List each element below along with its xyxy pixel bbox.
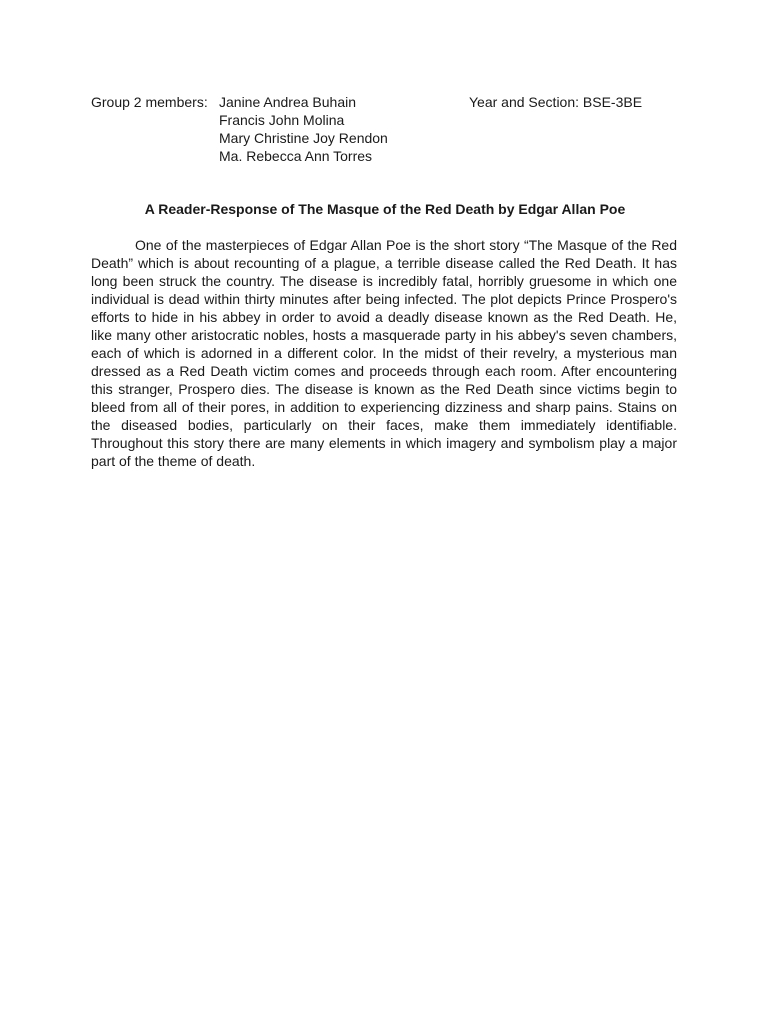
members-list bbox=[219, 93, 388, 165]
document-title: A Reader-Response of The Masque of the Red Death by Edgar Allan Poe bbox=[144, 201, 626, 217]
member-name: Janine Andrea Buhain bbox=[219, 94, 356, 110]
member-name: Ma. Rebecca Ann Torres bbox=[219, 148, 373, 164]
members-label: Group 2 members: bbox=[91, 94, 208, 110]
member-name: Francis John Molina bbox=[219, 112, 345, 128]
member-name: Mary Christine Joy Rendon bbox=[219, 130, 388, 146]
year-section: Year and Section: BSE-3BE bbox=[469, 94, 643, 110]
body-paragraph: One of the masterpieces of Edgar Allan Poe is the short story “The Masque of the Red Death” which is about recounting of a plague, a terrible disease called the Red Death. It has long been struck the country. The disease is incredibly fatal, horribly gruesome in which one individual is dead within thirty minutes after being infected. The plot depicts Prince Prospero's efforts to hide in his abbey in order to avoid a deadly disease known as the Red Death. He, like many other aristocratic nobles, hosts a masquerade party in his abbey's seven chambers, each of which is adorned in a different color. In the midst of their revelry, a mysterious man dressed as a Red Death victim comes and proceeds through each room. After encountering this stranger, Prospero dies. The disease is known as the Red Death since victims begin to bleed from all of their pores, in addition to experiencing dizziness and sharp pains. Stains on the diseased bodies, particularly on their faces, make them immediately identifiable. Throughout this story there are many elements in which imagery and symbolism play a major part of the theme of death. bbox=[91, 237, 677, 469]
